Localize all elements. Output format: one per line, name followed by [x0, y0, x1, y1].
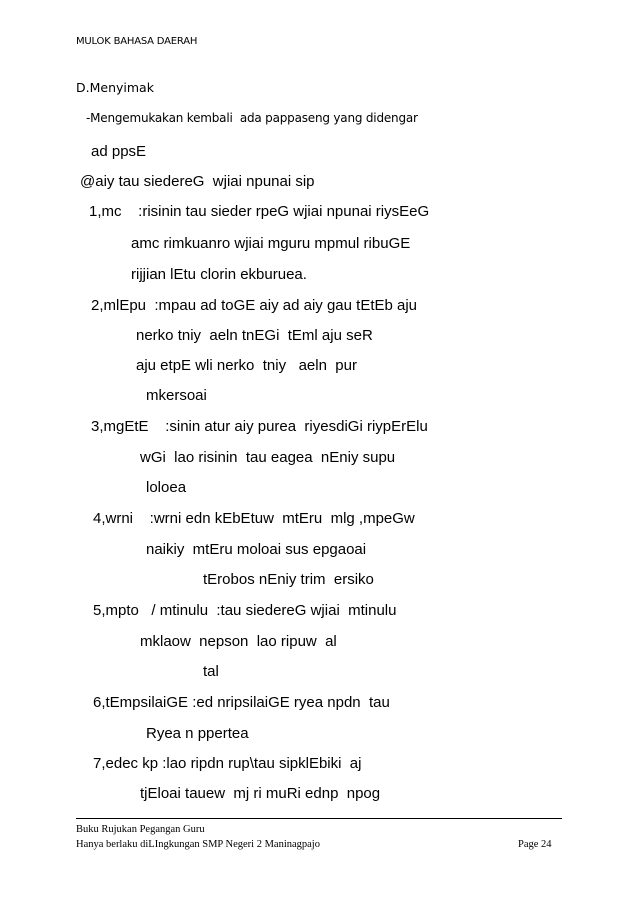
text-line: wGi lao risinin tau eagea nEniy supu [140, 449, 396, 466]
text-line: 1,mc :risinin tau sieder rpeG wjiai npunai riysEeG [89, 203, 430, 220]
text-line: 4,wrni :wrni edn kEbEtuw mtEru mlg ,mpeGw [93, 510, 415, 527]
text-line: tjEloai tauew mj ri muRi ednp npog [140, 785, 381, 802]
text-line: mkersoai [146, 387, 207, 404]
text-line: 6,tEmpsilaiGE :ed nripsilaiGE ryea npdn tau [93, 694, 390, 711]
text-line: 5,mpto / mtinulu :tau siedereG wjiai mtinulu [93, 602, 397, 619]
footer-divider [76, 818, 562, 819]
text-line: 3,mgEtE :sinin atur aiy purea riyesdiGi riypErElu [91, 418, 428, 435]
text-line: 7,edec kp :lao ripdn rup\tau sipklEbiki aj [93, 755, 362, 772]
text-line: naikiy mtEru moloai sus epgaoai [146, 541, 367, 558]
text-line: tErobos nEniy trim ersiko [203, 571, 374, 588]
text-line: nerko tniy aeln tnEGi tEml aju seR [136, 327, 373, 344]
page-number: Page 24 [518, 839, 552, 850]
text-line: @aiy tau siedereG wjiai npunai sip [80, 173, 315, 190]
text-line: mklaow nepson lao ripuw al [140, 633, 337, 650]
text-line: Ryea n ppertea [146, 725, 249, 742]
running-header: MULOK BAHASA DAERAH [76, 36, 198, 47]
footer-school-note: Hanya berlaku diLIngkungan SMP Negeri 2 Maninagpajo [76, 839, 320, 850]
footer-book-title: Buku Rujukan Pegangan Guru [76, 824, 205, 835]
text-line: tal [203, 663, 219, 680]
text-line: 2,mlEpu :mpau ad toGE aiy ad aiy gau tEtEb aju [91, 297, 418, 314]
text-line: loloea [146, 479, 187, 496]
text-line: amc rimkuanro wjiai mguru mpmul ribuGE [131, 235, 411, 252]
text-line: aju etpE wli nerko tniy aeln pur [136, 357, 357, 374]
text-line: ad ppsE [91, 143, 147, 160]
text-line: rijjian lEtu clorin ekburuea. [131, 266, 307, 283]
section-heading: D.Menyimak [76, 80, 154, 95]
section-subheading: -Mengemukakan kembali ada pappaseng yang didengar [86, 111, 418, 125]
